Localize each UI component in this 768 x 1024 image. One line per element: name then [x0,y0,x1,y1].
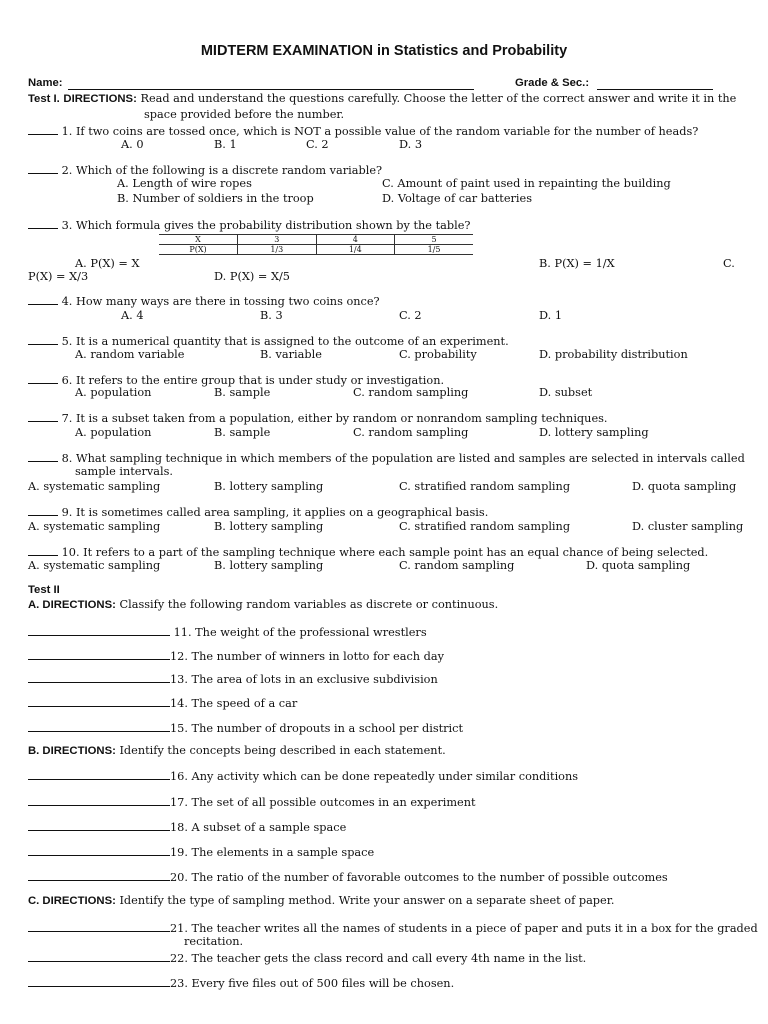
choice-d: D. cluster sampling [632,520,744,533]
table-cell: 3 [238,235,317,245]
choice-d: D. quota sampling [586,559,691,572]
section-c-label: C. DIRECTIONS: [28,895,116,907]
test1-directions-cont: space provided before the number. [144,108,345,121]
choice-a: A. systematic sampling [28,480,161,493]
question-text: 6. It refers to the entire group that is under study or investigation. [61,374,445,387]
choice-c: C. [723,257,735,270]
question-5 [28,333,509,349]
question-text: 10. It refers to a part of the sampling technique where each sample point has an equal chance of being selected. [61,546,709,559]
item-text: 14. The speed of a car [170,697,298,710]
item-14 [28,695,297,711]
answer-blank[interactable] [28,544,58,556]
answer-blank[interactable] [28,372,58,384]
choice-a: A. P(X) = X [75,257,140,270]
section-c-directions [28,894,614,908]
question-text: 1. If two coins are tossed once, which is NOT a possible value of the random variable for the number of heads? [61,125,699,138]
item-text: 15. The number of dropouts in a school per district [170,722,464,735]
question-text: 9. It is sometimes called area sampling, it applies on a geographical basis. [61,506,489,519]
choice-b: B. lottery sampling [214,520,324,533]
test1-label: Test I. [28,93,60,105]
choice-a: A. population [75,426,152,439]
item-20 [28,869,668,885]
answer-blank[interactable] [28,768,170,780]
choice-b: B. 1 [214,138,237,151]
answer-blank[interactable] [28,844,170,856]
item-12 [28,648,444,664]
choice-a: A. Length of wire ropes [117,177,252,190]
section-b-label: B. DIRECTIONS: [28,745,116,757]
section-a-text: Classify the following random variables as discrete or continuous. [119,598,499,611]
question-9 [28,504,488,520]
item-text: 19. The elements in a sample space [170,846,375,859]
question-2 [28,162,382,178]
question-text: 2. Which of the following is a discrete random variable? [61,164,383,177]
item-15 [28,720,463,736]
question-1 [28,123,698,139]
answer-blank[interactable] [28,217,58,229]
answer-blank[interactable] [28,950,170,962]
choice-a: A. 0 [121,138,144,151]
answer-blank[interactable] [28,333,58,345]
question-text: 8. What sampling technique in which members of the population are listed and samples are selected in intervals called [61,452,745,465]
question-3 [28,217,470,233]
choice-b: B. lottery sampling [214,559,324,572]
section-a-label: A. DIRECTIONS: [28,599,116,611]
choice-c: C. stratified random sampling [399,520,571,533]
answer-blank[interactable] [28,695,170,707]
table-row [159,245,473,255]
choice-c: C. random sampling [353,426,469,439]
answer-blank[interactable] [28,720,170,732]
question-text: 7. It is a subset taken from a population, either by random or nonrandom sampling techniques. [61,412,608,425]
probability-table [159,234,473,255]
section-b-directions [28,744,446,758]
choice-c: C. stratified random sampling [399,480,571,493]
table-cell: P(X) [159,245,238,255]
choice-b: B. variable [260,348,322,361]
answer-blank[interactable] [28,920,170,932]
name-label: Name: [28,77,63,89]
grade-field[interactable] [597,76,713,90]
choice-c: C. random sampling [353,386,469,399]
choice-a: A. random variable [75,348,185,361]
test1-directions-label: DIRECTIONS: [63,93,137,105]
item-text: 16. Any activity which can be done repeatedly under similar conditions [170,770,579,783]
question-text-cont: sample intervals. [75,465,173,478]
choice-a: A. population [75,386,152,399]
choice-d: D. Voltage of car batteries [382,192,533,205]
choice-d: D. quota sampling [632,480,737,493]
item-21-cont: recitation. [184,935,244,948]
choice-d: D. 1 [539,309,563,322]
item-text: 21. The teacher writes all the names of students in a piece of paper and puts it in a box for the graded [170,922,758,935]
choice-a: A. systematic sampling [28,559,161,572]
choice-d: D. lottery sampling [539,426,649,439]
item-text: 22. The teacher gets the class record and call every 4th name in the list. [170,952,587,965]
question-8 [28,450,745,466]
test1-directions [28,92,736,106]
choice-d: D. 3 [399,138,423,151]
grade-label: Grade & Sec.: [515,77,590,89]
choice-b: B. sample [214,426,271,439]
answer-blank[interactable] [28,162,58,174]
choice-b: B. sample [214,386,271,399]
item-text: 18. A subset of a sample space [170,821,347,834]
item-text: 11. The weight of the professional wrestlers [173,626,427,639]
section-c-text: Identify the type of sampling method. Write your answer on a separate sheet of paper. [119,894,615,907]
item-16 [28,768,578,784]
item-text: 12. The number of winners in lotto for each day [170,650,444,663]
table-cell: 1/5 [395,245,474,255]
choice-b: B. Number of soldiers in the troop [117,192,314,205]
item-23 [28,975,454,991]
table-cell: 1/4 [316,245,395,255]
choice-d: D. subset [539,386,593,399]
answer-blank[interactable] [28,410,58,422]
answer-blank[interactable] [28,819,170,831]
table-cell: 1/3 [238,245,317,255]
table-row [159,235,473,245]
question-7 [28,410,608,426]
page-title: MIDTERM EXAMINATION in Statistics and Probability [200,43,568,59]
item-21 [28,920,758,936]
question-4 [28,293,380,309]
question-text: 5. It is a numerical quantity that is assigned to the outcome of an experiment. [61,335,509,348]
table-cell: 5 [395,235,474,245]
item-text: 17. The set of all possible outcomes in an experiment [170,796,476,809]
section-b-text: Identify the concepts being described in each statement. [119,744,446,757]
choice-a: A. 4 [121,309,144,322]
choice-c: C. random sampling [399,559,515,572]
item-text: 20. The ratio of the number of favorable outcomes to the number of possible outcomes [170,871,668,884]
choice-c: C. 2 [306,138,329,151]
answer-blank[interactable] [28,504,58,516]
choice-a: A. systematic sampling [28,520,161,533]
item-text: 13. The area of lots in an exclusive subdivision [170,673,438,686]
answer-blank[interactable] [28,794,170,806]
answer-blank[interactable] [28,671,170,683]
answer-blank[interactable] [28,123,58,135]
item-11 [28,624,427,640]
item-17 [28,794,476,810]
answer-blank[interactable] [28,975,170,987]
question-10 [28,544,708,560]
choice-b: B. 3 [260,309,283,322]
item-18 [28,819,346,835]
choice-d: D. P(X) = X/5 [214,270,290,283]
choice-b: B. P(X) = 1/X [539,257,615,270]
answer-blank[interactable] [28,869,170,881]
answer-blank[interactable] [28,450,58,462]
choice-d: D. probability distribution [539,348,688,361]
question-text: 4. How many ways are there in tossing two coins once? [61,295,380,308]
choice-c: C. Amount of paint used in repainting the building [382,177,671,190]
choice-c: C. probability [399,348,477,361]
test2-label: Test II [28,584,60,596]
table-cell: 4 [316,235,395,245]
item-13 [28,671,438,687]
table-cell: X [159,235,238,245]
item-text: 23. Every five files out of 500 files will be chosen. [170,977,455,990]
question-text: 3. Which formula gives the probability distribution shown by the table? [61,219,471,232]
item-22 [28,950,586,966]
choice-b: B. lottery sampling [214,480,324,493]
answer-blank[interactable] [28,624,170,636]
test1-directions-text: Read and understand the questions carefully. Choose the letter of the correct answer and write it in the [140,92,737,105]
name-field[interactable] [68,76,474,90]
choice-c-cont: P(X) = X/3 [28,270,89,283]
section-a-directions [28,598,498,612]
choice-c: C. 2 [399,309,422,322]
answer-blank[interactable] [28,648,170,660]
answer-blank[interactable] [28,293,58,305]
item-19 [28,844,374,860]
